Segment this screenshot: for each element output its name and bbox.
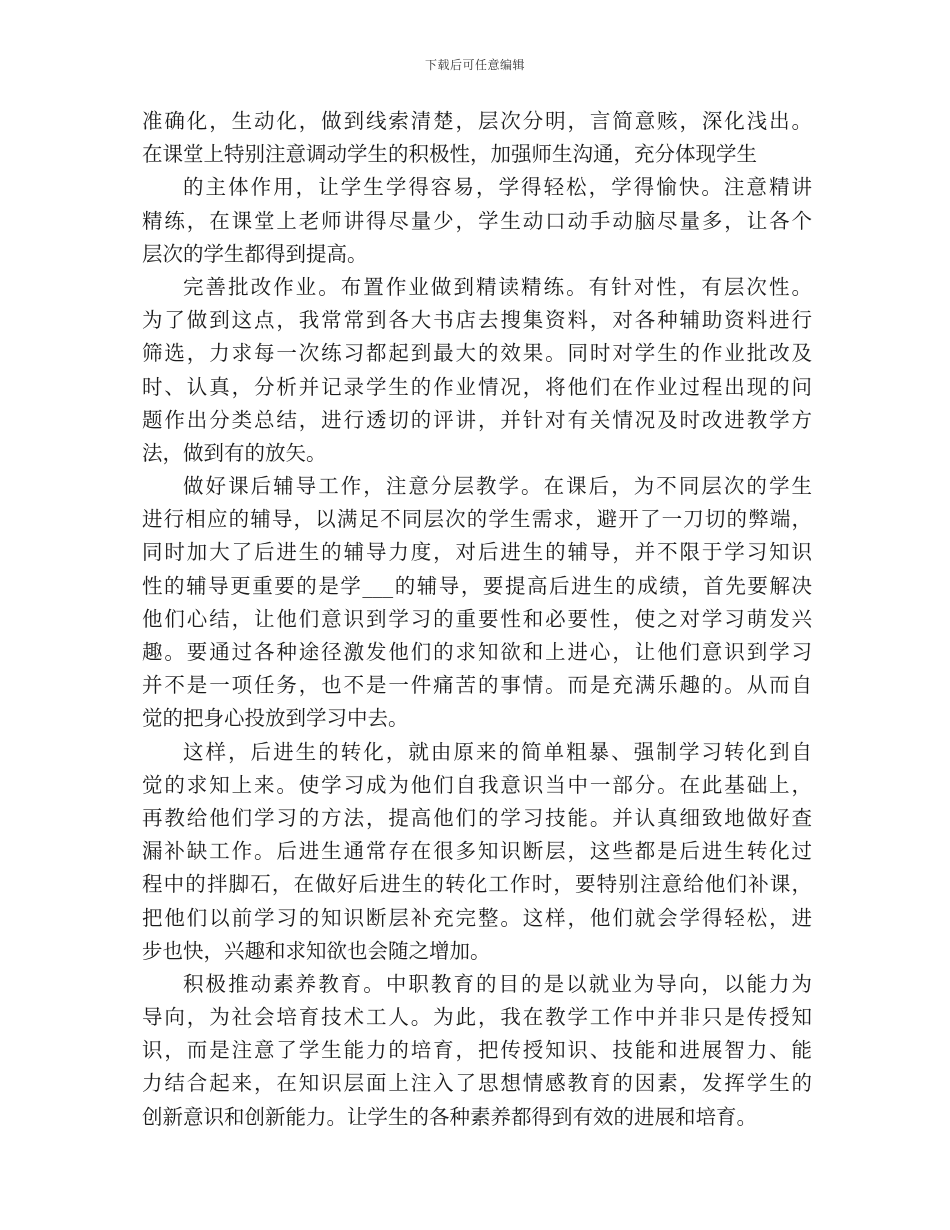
text-line: 准确化，生动化，做到线索清楚，层次分明，言简意赅，深化浅出。 xyxy=(142,109,812,133)
text-line: 他们心结，让他们意识到学习的重要性和必要性，使之对学习萌发兴 xyxy=(142,606,812,631)
text-line: 在课堂上特别注意调动学生的积极性，加强师生沟通，充分体现学生 xyxy=(142,142,757,167)
text-line: 觉的求知上来。使学习成为他们自我意识当中一部分。在此基础上， xyxy=(142,772,812,797)
text-line: 法，做到有的放矢。 xyxy=(142,440,327,465)
text-line: 精练，在课堂上老师讲得尽量少，学生动口动手动脑尽量多，让各个 xyxy=(142,208,812,233)
text-line: 导向，为社会培育技术工人。为此，我在教学工作中并非只是传授知 xyxy=(142,1005,812,1030)
text-line: 题作出分类总结，进行透切的评讲，并针对有关情况及时改进教学方 xyxy=(142,407,812,432)
text-line: 识，而是注意了学生能力的培育，把传授知识、技能和进展智力、能 xyxy=(142,1038,812,1063)
text-line: 时、认真，分析并记录学生的作业情况，将他们在作业过程出现的问 xyxy=(142,374,812,399)
document-body xyxy=(142,105,812,1134)
text-line: 漏补缺工作。后进生通常存在很多知识断层，这些都是后进生转化过 xyxy=(142,839,812,864)
text-line: 创新意识和创新能力。让学生的各种素养都得到有效的进展和培育。 xyxy=(142,1104,757,1129)
text-line: 并不是一项任务，也不是一件痛苦的事情。而是充满乐趣的。从而自 xyxy=(142,673,812,698)
text-line: 趣。要通过各种途径激发他们的求知欲和上进心，让他们意识到学习 xyxy=(142,640,812,664)
text-line: 再教给他们学习的方法，提高他们的学习技能。并认真细致地做好查 xyxy=(142,805,812,830)
text-line: 为了做到这点，我常常到各大书店去搜集资料，对各种辅助资料进行 xyxy=(142,308,812,333)
text-line: 完善批改作业。布置作业做到精读精练。有针对性，有层次性。 xyxy=(183,274,812,299)
page-header: 下载后可任意编辑 xyxy=(424,58,525,72)
text-line: 积极推动素养教育。中职教育的目的是以就业为导向，以能力为 xyxy=(183,971,812,996)
text-line: 步也快，兴趣和求知欲也会随之增加。 xyxy=(142,938,491,963)
text-line: 层次的学生都得到提高。 xyxy=(142,241,368,266)
text-line: 觉的把身心投放到学习中去。 xyxy=(142,706,409,731)
text-line: 进行相应的辅导，以满足不同层次的学生需求，避开了一刀切的弊端， xyxy=(142,507,812,532)
text-line: 做好课后辅导工作，注意分层教学。在课后，为不同层次的学生 xyxy=(183,474,812,499)
text-line: 性的辅导更重要的是学___的辅导，要提高后进生的成绩，首先要解决 xyxy=(142,573,812,598)
text-line: 把他们以前学习的知识断层补充完整。这样，他们就会学得轻松，进 xyxy=(142,905,812,930)
text-line: 程中的拌脚石，在做好后进生的转化工作时，要特别注意给他们补课， xyxy=(142,872,812,897)
text-line: 同时加大了后进生的辅导力度，对后进生的辅导，并不限于学习知识 xyxy=(142,540,812,565)
text-line: 这样，后进生的转化，就由原来的简单粗暴、强制学习转化到自 xyxy=(183,739,812,764)
text-line: 筛选，力求每一次练习都起到最大的效果。同时对学生的作业批改及 xyxy=(142,341,812,366)
text-line: 的主体作用，让学生学得容易，学得轻松，学得愉快。注意精讲 xyxy=(183,175,812,200)
text-line: 力结合起来，在知识层面上注入了思想情感教育的因素，发挥学生的 xyxy=(142,1071,812,1096)
